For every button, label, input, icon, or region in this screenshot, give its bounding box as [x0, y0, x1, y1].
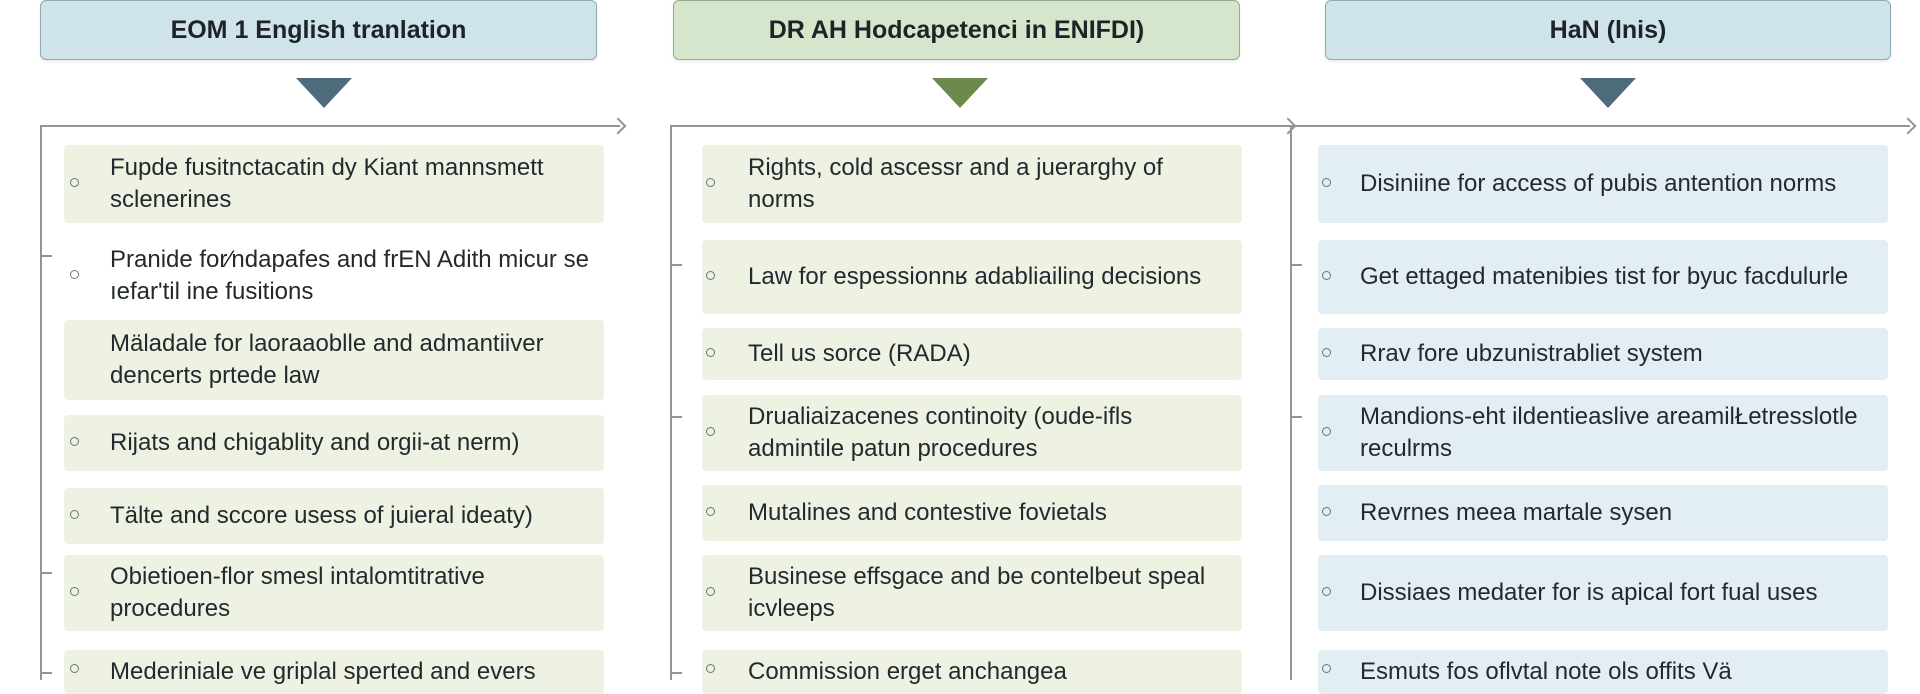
list-item: [64, 415, 604, 471]
bracket-line: [40, 125, 42, 680]
list-item-text: Rrav fore ubzunistrabliet system: [1360, 340, 1703, 367]
down-arrow-icon: [296, 78, 352, 108]
list-item-text: Mutalines and contestive fovietals: [748, 499, 1107, 526]
list-item: [64, 555, 604, 631]
column-3: [1280, 0, 1920, 685]
bracket-line: [670, 125, 672, 680]
list-item: [1318, 328, 1888, 380]
list-item: [702, 650, 1242, 694]
down-arrow-icon: [1580, 78, 1636, 108]
list-item: [64, 650, 604, 694]
list-item-text: Mederiniale ve griplal sperted and evers: [110, 658, 536, 685]
connector-tick: [1290, 416, 1302, 418]
list-item-text: Tell us sorce (RADA): [748, 340, 971, 367]
column-3-header: HaN (lnis): [1325, 0, 1891, 60]
bracket-connector: [670, 125, 1290, 127]
list-item-text: Law for espessionnʁ adabliailing decisions: [748, 263, 1202, 290]
list-item: [702, 485, 1242, 541]
list-item-text: Rijats and chigablity and orgii-at nerm): [110, 429, 520, 456]
connector-tick: [670, 672, 682, 674]
list-item: [64, 145, 604, 223]
list-item: [1318, 650, 1888, 694]
bullet-icon: [1322, 507, 1331, 516]
list-item-text: Businese effsgace and be contelbeut speal icvleeps: [748, 563, 1206, 622]
connector-tick: [670, 264, 682, 266]
bullet-icon: [706, 664, 715, 673]
connector-tick: [40, 672, 52, 674]
bullet-icon: [70, 587, 79, 596]
bullet-icon: [1322, 587, 1331, 596]
bullet-icon: [70, 178, 79, 187]
column-2: [640, 0, 1280, 685]
list-item-text: Tälte and sccore usess of juieral ideaty): [110, 502, 533, 529]
bullet-icon: [1322, 271, 1331, 280]
column-2-header: DR AH Hodcapetenci in ENIFDI): [673, 0, 1240, 60]
bullet-icon: [706, 587, 715, 596]
bracket-connector: [1290, 125, 1910, 127]
list-item: [64, 488, 604, 544]
list-item-text: Commission erget anchangea: [748, 658, 1067, 685]
column-1: [0, 0, 640, 685]
connector-tick: [670, 416, 682, 418]
list-item-text: Disiniine for access of pubis antention norms: [1360, 170, 1837, 197]
list-item-text: Rights, cold ascessr and a juerarghy of norms: [748, 154, 1163, 213]
bullet-icon: [706, 271, 715, 280]
list-item-text: Mäladale for laoraaoblle and admantiiver dencerts prtede law: [110, 330, 544, 389]
list-item: [64, 320, 604, 400]
list-item-text: Drualiaizacenes continoity (oude-ifls admintile patun procedures: [748, 403, 1133, 462]
bullet-icon: [1322, 664, 1331, 673]
list-item: [702, 240, 1242, 314]
list-item: [702, 145, 1242, 223]
connector-tick: [1290, 264, 1302, 266]
list-item: [1318, 240, 1888, 314]
connector-tick: [40, 572, 52, 574]
bullet-icon: [1322, 348, 1331, 357]
bullet-icon: [70, 664, 79, 673]
list-item-text: Dissiaes medater for is apical fort fual uses: [1360, 579, 1818, 606]
list-item: [1318, 145, 1888, 223]
list-item-text: Revrnes meea martale sysen: [1360, 499, 1673, 526]
bracket-connector: [40, 125, 620, 127]
column-1-header: EOM 1 English tranlation: [40, 0, 597, 60]
list-item-text: Get ettaged matenibies tist for byuc facdulurle: [1360, 263, 1849, 290]
list-item: [1318, 555, 1888, 631]
list-item-text: Fupde fusitnctacatin dy Kiant mannsmett sclenerines: [110, 154, 544, 213]
bullet-icon: [1322, 427, 1331, 436]
list-item: [64, 240, 604, 312]
list-item: [1318, 485, 1888, 541]
connector-tick: [40, 255, 52, 257]
list-item-text: Obietioen-flor smesl intalomtitrative procedures: [110, 563, 485, 622]
list-item: [1318, 395, 1888, 471]
bullet-icon: [70, 437, 79, 446]
list-item-text: Mandions‐eht ildentieaslive areamilŁetresslotle reculrms: [1360, 403, 1858, 462]
list-item-text: Esmuts fos oflvtal note ols offits Vä: [1360, 658, 1732, 685]
bracket-line: [1290, 125, 1292, 680]
down-arrow-icon: [932, 78, 988, 108]
list-item-text: Pranide for∕ndapafes and frEN Adith micur se ıefar'til ine fusitions: [110, 246, 589, 305]
list-item: [702, 555, 1242, 631]
list-item: [702, 328, 1242, 380]
bullet-icon: [706, 427, 715, 436]
bullet-icon: [706, 178, 715, 187]
bullet-icon: [1322, 178, 1331, 187]
list-item: [702, 395, 1242, 471]
bullet-icon: [706, 507, 715, 516]
bullet-icon: [706, 348, 715, 357]
bullet-icon: [70, 270, 79, 279]
bullet-icon: [70, 510, 79, 519]
